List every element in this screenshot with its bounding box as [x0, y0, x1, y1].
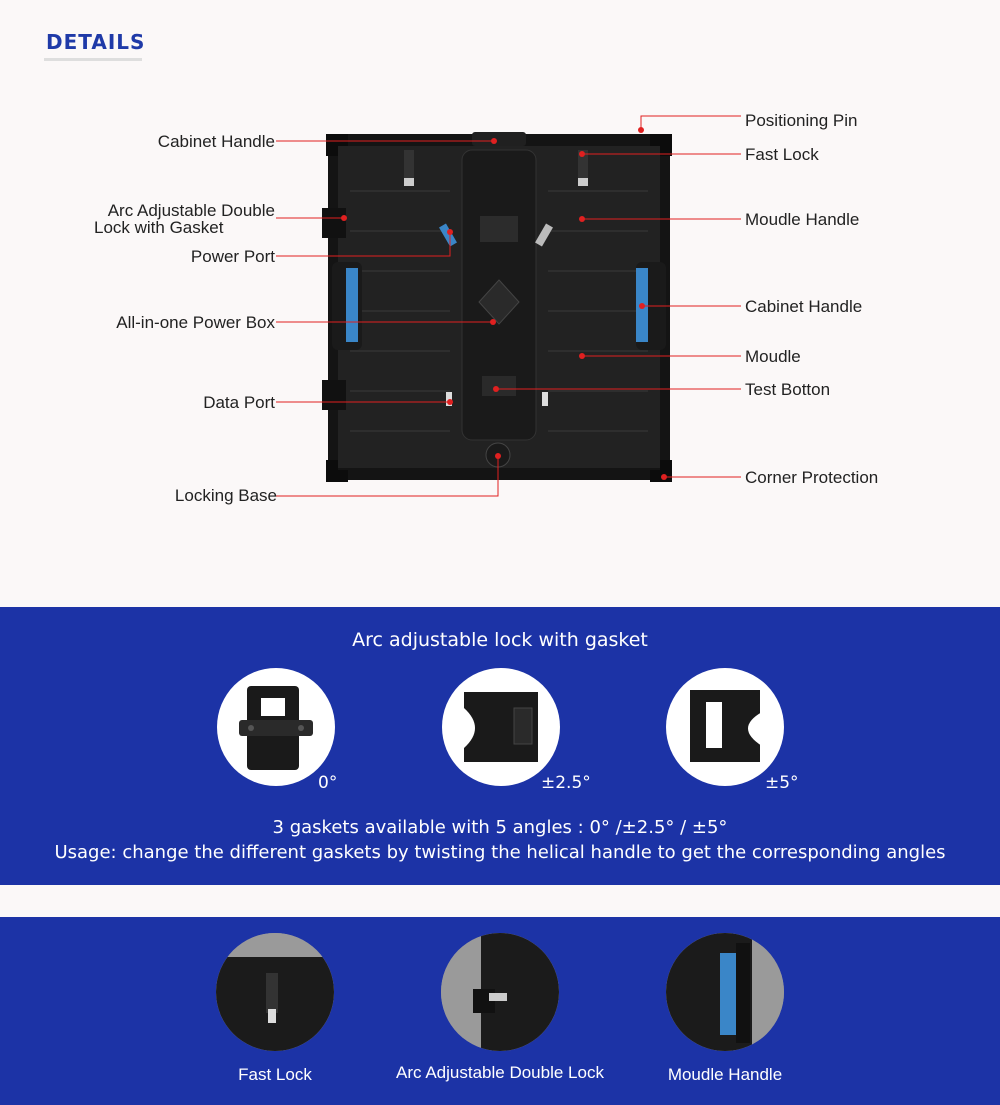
- label-data-port: Data Port: [203, 393, 275, 412]
- label-cabinet-handle-top: Cabinet Handle: [157, 132, 275, 151]
- label-cabinet-handle-right: Cabinet Handle: [745, 297, 863, 316]
- label-positioning-pin: Positioning Pin: [745, 111, 858, 130]
- module-handle-closeup-icon: [666, 933, 784, 1051]
- arc-lock-section: [0, 607, 1000, 885]
- gasket-2-5-icon: [442, 668, 560, 786]
- label-power-box: All-in-one Power Box: [116, 313, 275, 332]
- gasket-5-angle: ±5°: [765, 773, 799, 793]
- closeup-section: [0, 917, 1000, 1105]
- gasket-summary: 3 gaskets available with 5 angles : 0° /±2.5° / ±5°: [272, 817, 728, 838]
- label-locking-base: Locking Base: [174, 486, 277, 505]
- closeup-caption-arc-lock: Arc Adjustable Double Lock: [396, 1063, 604, 1082]
- label-module-handle: Moudle Handle: [745, 210, 860, 229]
- closeup-caption-fast-lock: Fast Lock: [238, 1065, 312, 1084]
- fast-lock-closeup-icon: [216, 933, 334, 1051]
- section-title: DETAILS: [46, 30, 146, 54]
- label-corner-protection: Corner Protection: [745, 468, 879, 487]
- gasket-usage: Usage: change the different gaskets by twisting the helical handle to get the corresponding angles: [54, 842, 946, 863]
- cabinet-body: [322, 132, 672, 482]
- label-arc-lock-line2: Lock with Gasket: [94, 218, 224, 237]
- gasket-0-angle: 0°: [318, 773, 338, 793]
- label-arc-lock-line1: Arc Adjustable Double: [107, 201, 275, 220]
- gasket-0-icon: [217, 668, 335, 786]
- closeup-caption-module-handle: Moudle Handle: [667, 1065, 783, 1084]
- gasket-5-icon: [666, 668, 784, 786]
- label-test-button: Test Botton: [745, 380, 831, 399]
- label-fast-lock: Fast Lock: [745, 145, 819, 164]
- arc-lock-closeup-icon: [441, 933, 559, 1051]
- label-module: Moudle: [745, 347, 801, 366]
- label-power-port: Power Port: [190, 247, 275, 266]
- gasket-2-5-angle: ±2.5°: [541, 773, 591, 793]
- arc-section-title: Arc adjustable lock with gasket: [352, 629, 648, 651]
